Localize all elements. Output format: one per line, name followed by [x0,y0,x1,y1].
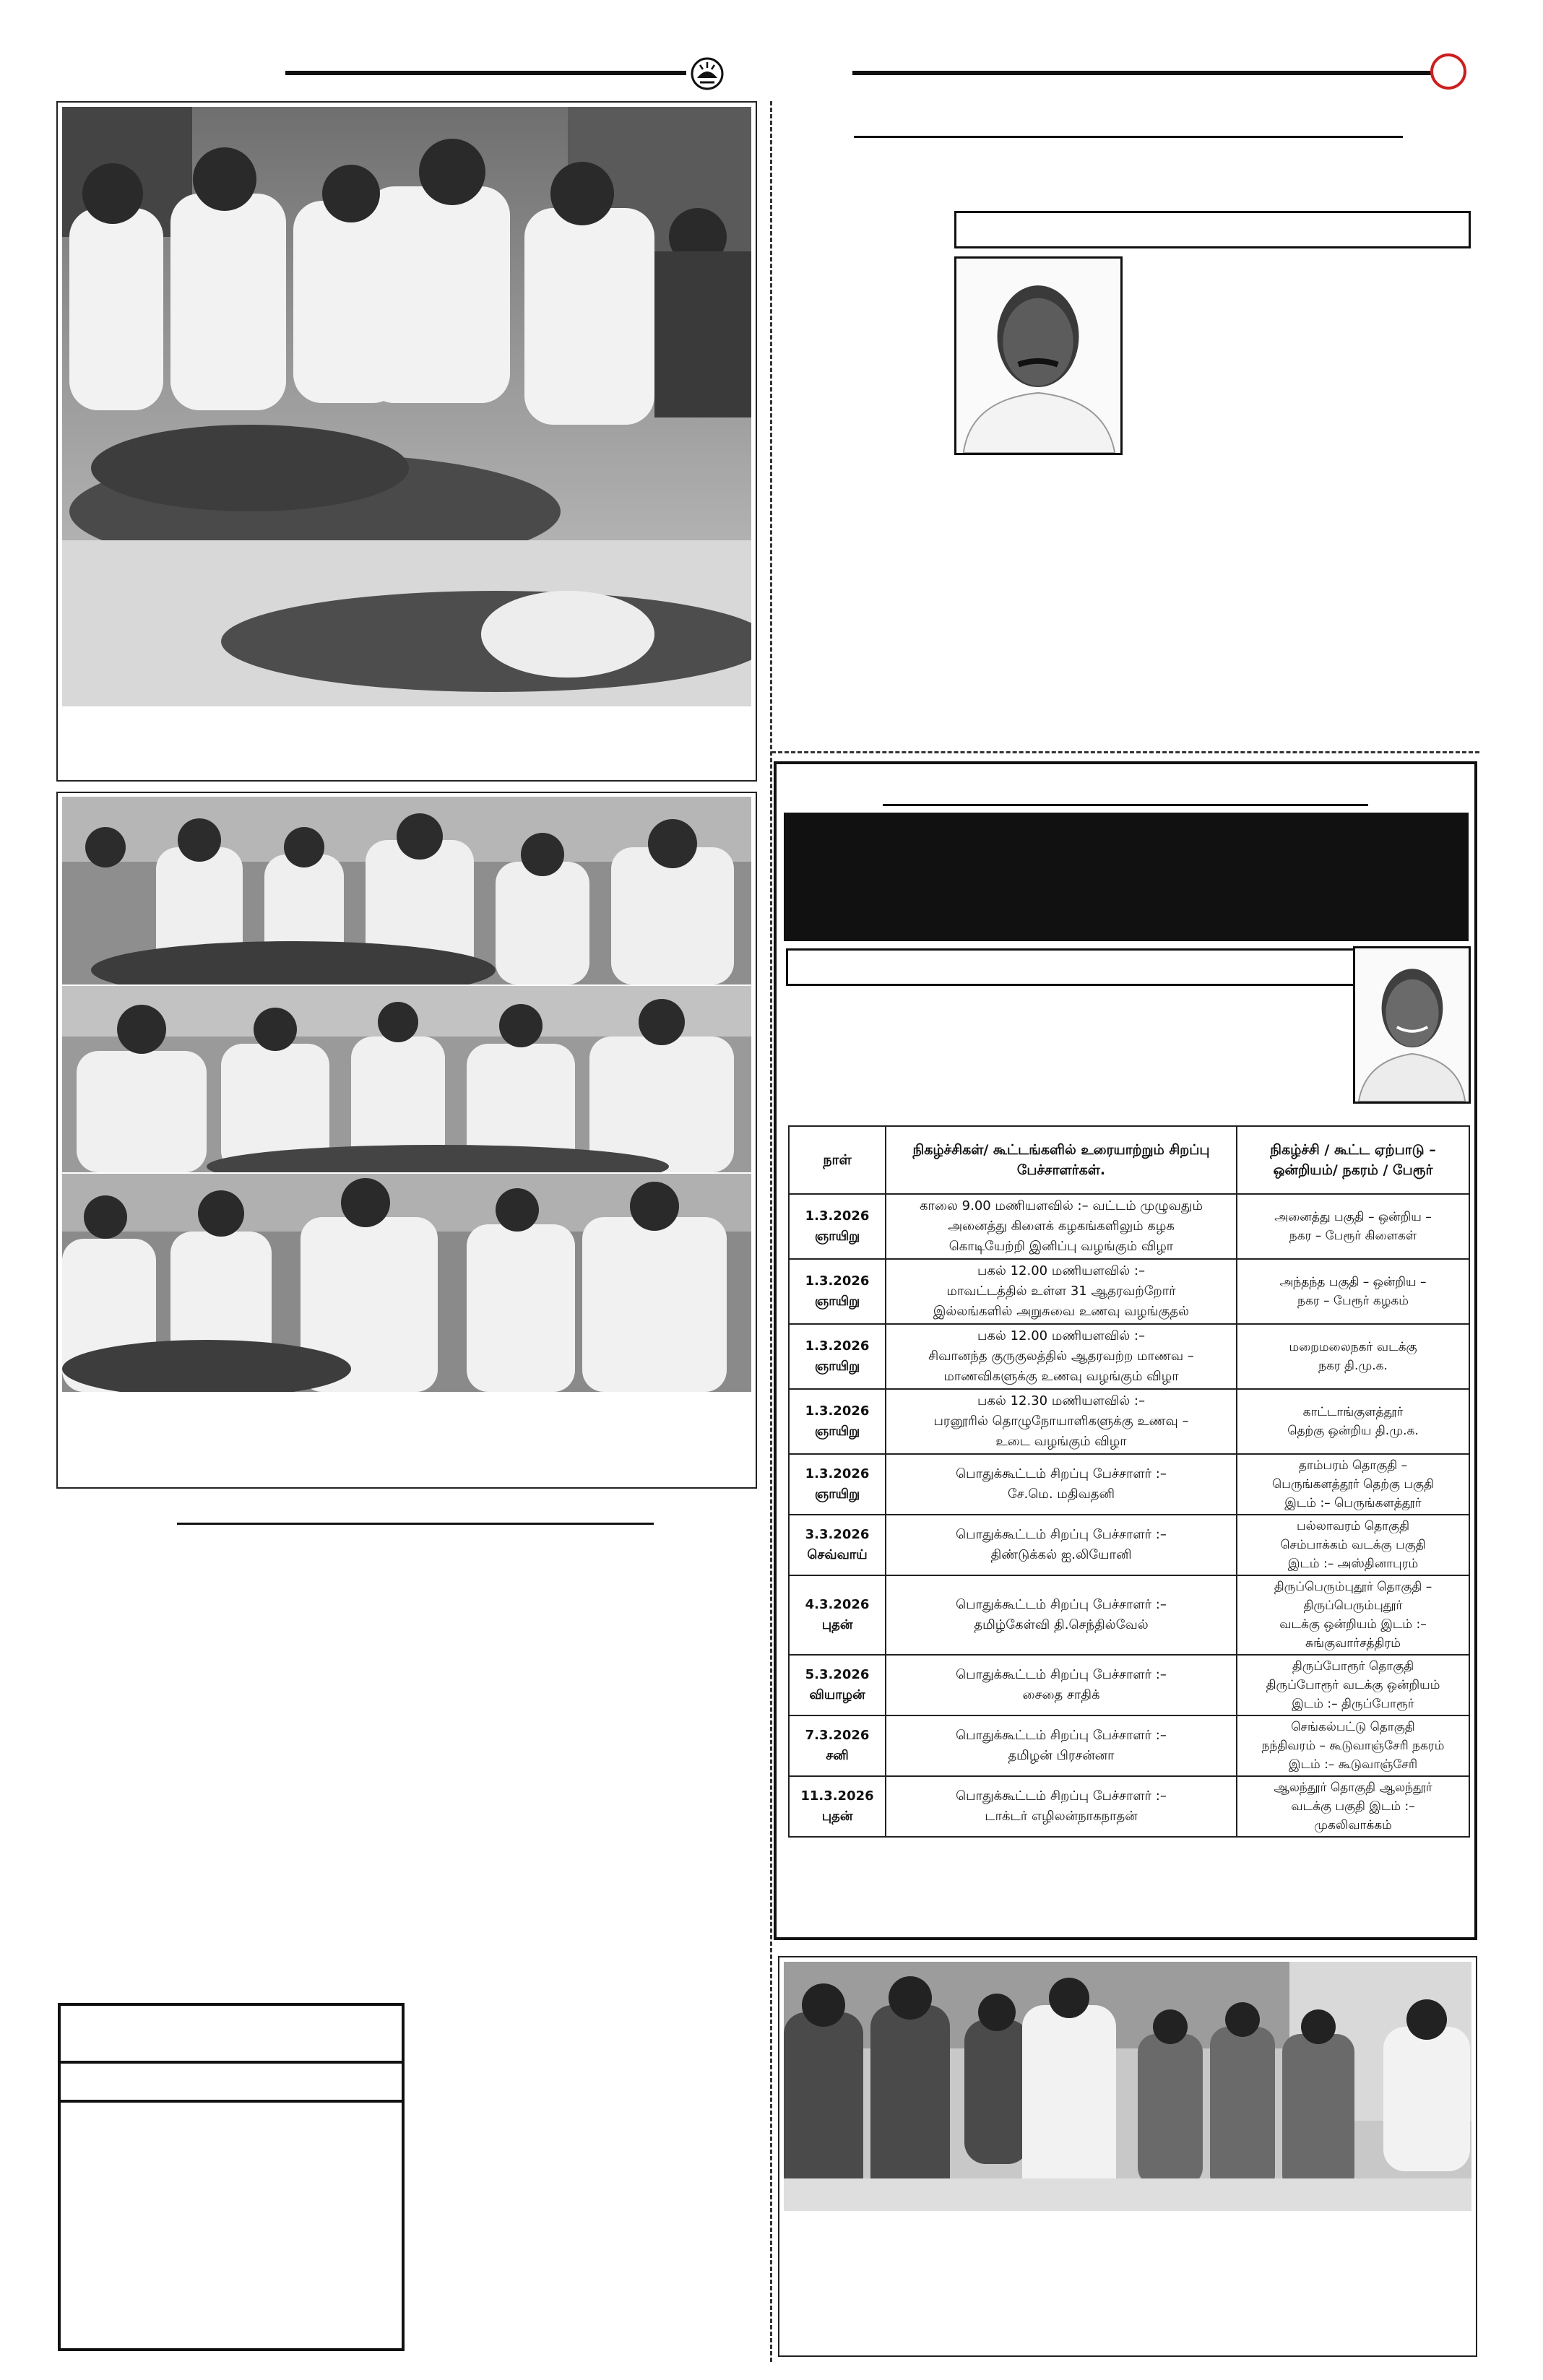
page-number-badge [1430,53,1466,90]
header-event: நிகழ்ச்சிகள்/ கூட்டங்களில் உரையாற்றும் சிறப்பு பேச்சாளர்கள். [886,1126,1237,1194]
schedule-organizer: செங்கல்பட்டு தொகுதி நந்திவரம் – கூடுவாஞ்சேரி நகரம் இடம் :– கூடுவாஞ்சேரி [1237,1715,1469,1776]
left-boxed-notice-divider-2 [61,2100,402,2103]
schedule-date: 3.3.2026 [805,1527,870,1542]
schedule-subtitle-box [786,948,1357,986]
left-article-rule [177,1523,654,1525]
schedule-event: பொதுக்கூட்டம் சிறப்பு பேச்சாளர் :– சே.மெ. மதிவதனி [886,1454,1237,1515]
schedule-date-cell [789,1715,886,1776]
schedule-event: பொதுக்கூட்டம் சிறப்பு பேச்சாளர் :– தமிழ்கேள்வி தி.செந்தில்வேல் [886,1575,1237,1655]
masthead-rule-left [285,71,686,75]
schedule-day: செவ்வாய் [807,1547,868,1562]
schedule-event: பொதுக்கூட்டம் சிறப்பு பேச்சாளர் :– தமிழன் பிரசன்னா [886,1715,1237,1776]
schedule-row [789,1655,1469,1715]
right-article-rule [854,136,1403,138]
schedule-event: பகல் 12.00 மணியளவில் :– மாவட்டத்தில் உள்ள 31 ஆதரவற்றோர் இல்லங்களில் அறுசுவை உணவு வழங்குதல் [886,1259,1237,1324]
right-column-divider-1 [772,751,1479,753]
masthead-logo [690,56,725,91]
schedule-event: பகல் 12.00 மணியளவில் :– சிவானந்த குருகுலத்தில் ஆதரவற்ற மாணவ – மாணவிகளுக்கு உணவு வழங்கும் விழா [886,1324,1237,1389]
header-date: நாள் [789,1126,886,1194]
schedule-event: பொதுக்கூட்டம் சிறப்பு பேச்சாளர் :– டாக்டர் எழிலன்நாகநாதன் [886,1776,1237,1837]
schedule-date: 5.3.2026 [805,1667,870,1682]
photo-street-event [784,1962,1471,2211]
schedule-row [789,1575,1469,1655]
schedule-date: 1.3.2026 [805,1403,870,1419]
header-organizer: நிகழ்ச்சி / கூட்ட ஏற்பாடு – ஒன்றியம்/ நகரம் / பேரூர் [1237,1126,1469,1194]
schedule-organizer: பல்லாவரம் தொகுதி செம்பாக்கம் வடக்கு பகுதி இடம் :– அஸ்தினாபுரம் [1237,1515,1469,1575]
schedule-organizer: திருப்பெரும்புதூர் தொகுதி – திருப்பெரும்புதூர் வடக்கு ஒன்றியம் இடம் :– சுங்குவார்சத்திரம் [1237,1575,1469,1655]
schedule-day: ஞாயிறு [814,1294,860,1309]
column-divider [770,101,772,2362]
schedule-event: பொதுக்கூட்டம் சிறப்பு பேச்சாளர் :– சைதை சாதிக் [886,1655,1237,1715]
schedule-date: 1.3.2026 [805,1208,870,1224]
schedule-date: 1.3.2026 [805,1273,870,1289]
schedule-header-row [789,1126,1469,1194]
schedule-date-cell [789,1655,886,1715]
schedule-organizer: திருப்போரூர் தொகுதி திருப்போரூர் வடக்கு ஒன்றியம் இடம் :– திருப்போரூர் [1237,1655,1469,1715]
schedule-day: புதன் [821,1809,853,1824]
left-boxed-notice [58,2003,405,2351]
schedule-date-cell [789,1389,886,1454]
schedule-date-cell [789,1515,886,1575]
rising-sun-emblem-icon [690,56,725,91]
schedule-date: 7.3.2026 [805,1728,870,1743]
schedule-day: ஞாயிறு [814,1229,860,1244]
schedule-date-cell [789,1259,886,1324]
schedule-organizer: தாம்பரம் தொகுதி – பெருங்களத்தூர் தெற்கு பகுதி இடம் :– பெருங்களத்தூர் [1237,1454,1469,1515]
schedule-date: 11.3.2026 [800,1788,874,1804]
schedule-row [789,1454,1469,1515]
schedule-event: பகல் 12.30 மணியளவில் :– பரனூரில் தொழுநோயாளிகளுக்கு உணவு – உடை வழங்கும் விழா [886,1389,1237,1454]
schedule-day: ஞாயிறு [814,1487,860,1502]
schedule-top-rule [883,804,1368,806]
schedule-date-cell [789,1454,886,1515]
schedule-date: 1.3.2026 [805,1466,870,1481]
schedule-banner [784,813,1469,941]
schedule-date-cell [789,1324,886,1389]
photo-collage-bottom [62,1174,751,1392]
schedule-day: வியாழன் [809,1687,865,1702]
schedule-row [789,1715,1469,1776]
schedule-row [789,1324,1469,1389]
schedule-date: 4.3.2026 [805,1597,870,1612]
schedule-organizer: காட்டாங்குளத்தூர் தெற்கு ஒன்றிய தி.மு.க. [1237,1389,1469,1454]
schedule-organizer: ஆலந்தூர் தொகுதி ஆலந்தூர் வடக்கு பகுதி இடம் :– முகலிவாக்கம் [1237,1776,1469,1837]
schedule-day: ஞாயிறு [814,1424,860,1439]
schedule-row [789,1776,1469,1837]
schedule-row [789,1259,1469,1324]
schedule-organizer: மறைமலைநகர் வடக்கு நகர தி.மு.க. [1237,1324,1469,1389]
schedule-event: காலை 9.00 மணியளவில் :– வட்டம் முழுவதும் அனைத்து கிளைக் கழகங்களிலும் கழக கொடியேற்றி இனிப்பு வழங்கும் விழா [886,1194,1237,1259]
left-boxed-notice-divider-1 [61,2061,402,2064]
schedule-date-cell [789,1194,886,1259]
schedule-row [789,1194,1469,1259]
right-headline-box [954,211,1471,248]
photo-condolence-main [62,107,751,706]
schedule-day: சனி [826,1748,849,1763]
schedule-date-cell [789,1575,886,1655]
schedule-organizer: அனைத்து பகுதி – ஒன்றிய – நகர – பேரூர் கிளைகள் [1237,1194,1469,1259]
schedule-date: 1.3.2026 [805,1338,870,1354]
schedule-organizer: அந்தந்த பகுதி – ஒன்றிய – நகர – பேரூர் கழகம் [1237,1259,1469,1324]
schedule-body [789,1194,1469,1837]
photo-portrait-1 [954,256,1123,455]
photo-collage-top [62,797,751,985]
photo-collage-middle [62,986,751,1172]
masthead-rule-right [852,71,1438,75]
schedule-day: புதன் [821,1617,853,1632]
schedule-day: ஞாயிறு [814,1359,860,1374]
schedule-date-cell [789,1776,886,1837]
schedule-row [789,1389,1469,1454]
schedule-event: பொதுக்கூட்டம் சிறப்பு பேச்சாளர் :– திண்டுக்கல் ஐ.லியோனி [886,1515,1237,1575]
schedule-table [788,1125,1470,1838]
photo-portrait-2 [1353,946,1471,1104]
schedule-row [789,1515,1469,1575]
